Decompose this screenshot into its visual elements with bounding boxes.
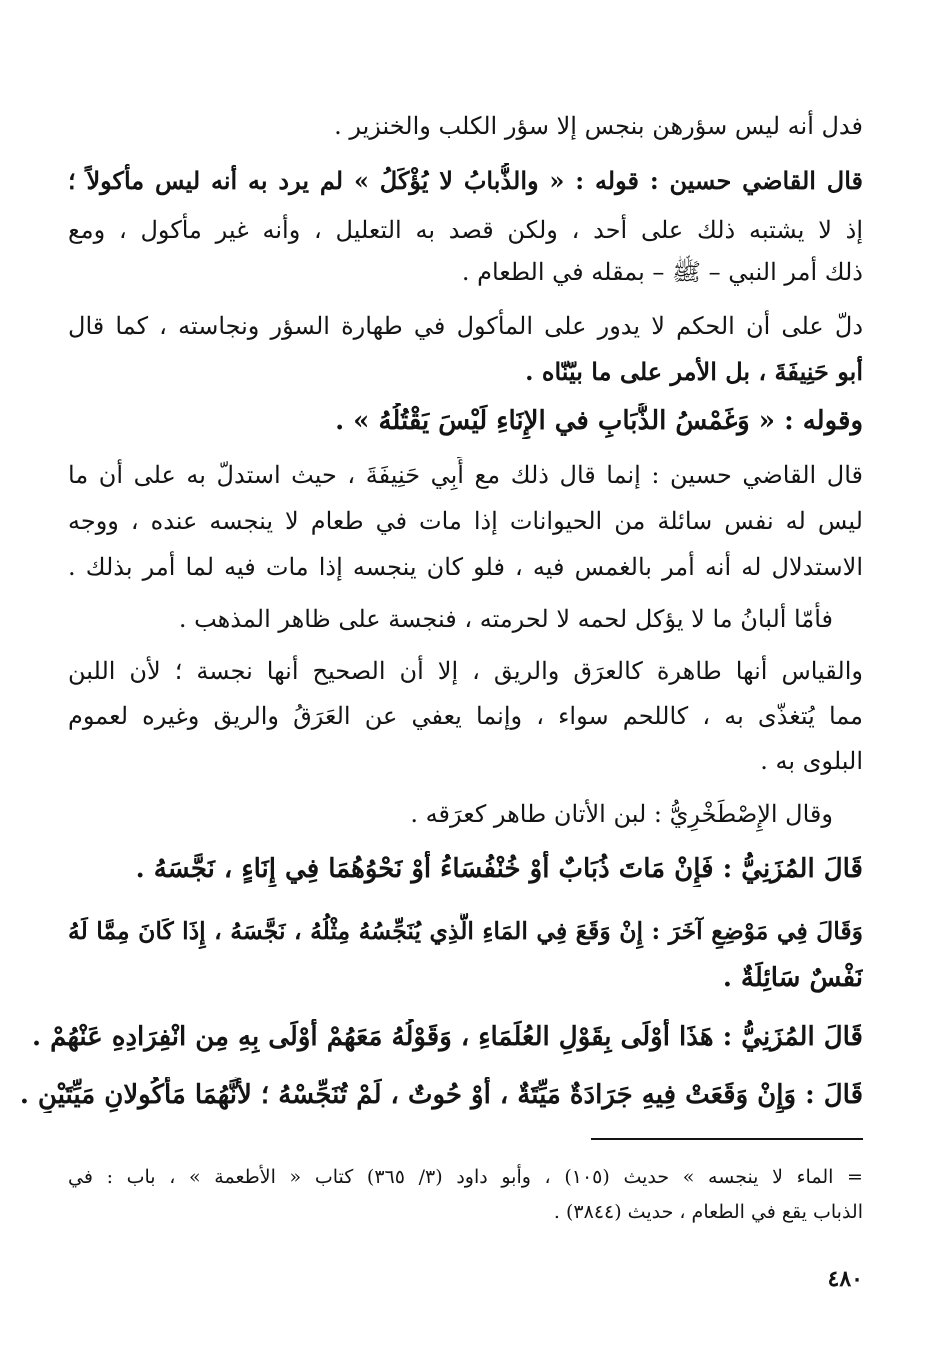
- text-line-15: وقال الإِصْطَخْرِيُّ : لبن الأتان طاهر كعرَقه .: [410, 800, 833, 828]
- text-line-7: وقوله : « وَغَمْسُ الذُّبَابِ في الإِنَاءِ لَيْسَ يَقْتُلُهُ » .: [335, 406, 863, 436]
- text-line-13: مما يُتغذّى به ، كاللحم سواء ، وإنما يعفي عن العَرَقُ والريق وغيره لعموم: [68, 702, 863, 730]
- text-line-19: قَالَ المُزَنِيُّ : هَذَا أَوْلَى بِقَوْلِ العُلَمَاءِ ، وَقَوْلُهُ مَعَهُمْ أَوْلَى بِهِ مِن انْفِرَادِهِ عَنْهُمْ .: [32, 1022, 863, 1052]
- text-line-14: البلوى به .: [760, 747, 863, 775]
- text-line-18: نَفْسٌ سَائِلَةٌ .: [722, 963, 863, 993]
- text-line-10: الاستدلال له أنه أمر بالغمس فيه ، فلو كان ينجسه إذا مات فيه لما أمر بذلك .: [68, 553, 863, 581]
- text-line-17: وَقَالَ فِي مَوْضِعٍ آخَرَ : إِنْ وَقَعَ فِي المَاءِ الَّذِي يُنَجِّسُهُ مِثْلُهُ ، نَجَّسَهُ ، إِذَا كَانَ مِمَّا لَهُ: [68, 917, 863, 945]
- text-line-9: ليس له نفس سائلة من الحيوانات إذا مات في طعام لا ينجسه عنده ، ووجه: [68, 507, 863, 535]
- text-line-3: إذ لا يشتبه ذلك على أحد ، ولكن قصد به التعليل ، وأنه غير مأكول ، ومع: [68, 216, 863, 244]
- text-line-8: قال القاضي حسين : إنما قال ذلك مع أَبِي حَنِيفَةَ ، حيث استدلّ به على أن ما: [68, 461, 863, 489]
- footnote-line-1: = الماء لا ينجسه » حديث (١٠٥) ، وأبو داود (٣/ ٣٦٥) كتاب « الأطعمة » ، باب : في: [68, 1166, 863, 1188]
- text-line-12: والقياس أنها طاهرة كالعرَق والريق ، إلا أن الصحيح أنها نجسة ؛ لأن اللبن: [68, 657, 863, 685]
- footnote-divider: [591, 1138, 863, 1140]
- text-line-11: فأمّا ألبانُ ما لا يؤكل لحمه لا لحرمته ، فنجسة على ظاهر المذهب .: [178, 605, 833, 633]
- text-line-20: قَالَ : وَإِنْ وَقَعَتْ فِيهِ جَرَادَةٌ مَيِّتَةٌ ، أَوْ حُوتٌ ، لَمْ تُنَجِّسْهُ ؛ لأَنَّهُمَا مَأْكُولانِ مَيِّتَيْنِ .: [19, 1080, 863, 1110]
- text-line-6: أبو حَنِيفَةَ ، بل الأمر على ما بيّنّاه .: [525, 357, 863, 386]
- text-line-1: فدل أنه ليس سؤرهن بنجس إلا سؤر الكلب والخنزير .: [334, 112, 863, 140]
- text-line-5: دلّ على أن الحكم لا يدور على المأكول في طهارة السؤر ونجاسته ، كما قال: [68, 312, 863, 340]
- text-line-2: قال القاضي حسين : قوله : « والذُّبابُ لا يُؤْكَلُ » لم يرد به أنه ليس مأكولاً ؛: [68, 166, 863, 195]
- page-number: ٤٨٠: [827, 1266, 863, 1292]
- text-line-16: قَالَ المُزَنِيُّ : فَإِنْ مَاتَ ذُبَابٌ أَوْ خُنْفُسَاءُ أَوْ نَحْوُهُمَا فِي إِنَاءٍ ، نَجَّسَهُ .: [135, 854, 863, 884]
- text-line-4: ذلك أمر النبي – ﷺ – بمقله في الطعام .: [461, 258, 863, 286]
- footnote-line-2: الذباب يقع في الطعام ، حديث (٣٨٤٤) .: [553, 1201, 863, 1223]
